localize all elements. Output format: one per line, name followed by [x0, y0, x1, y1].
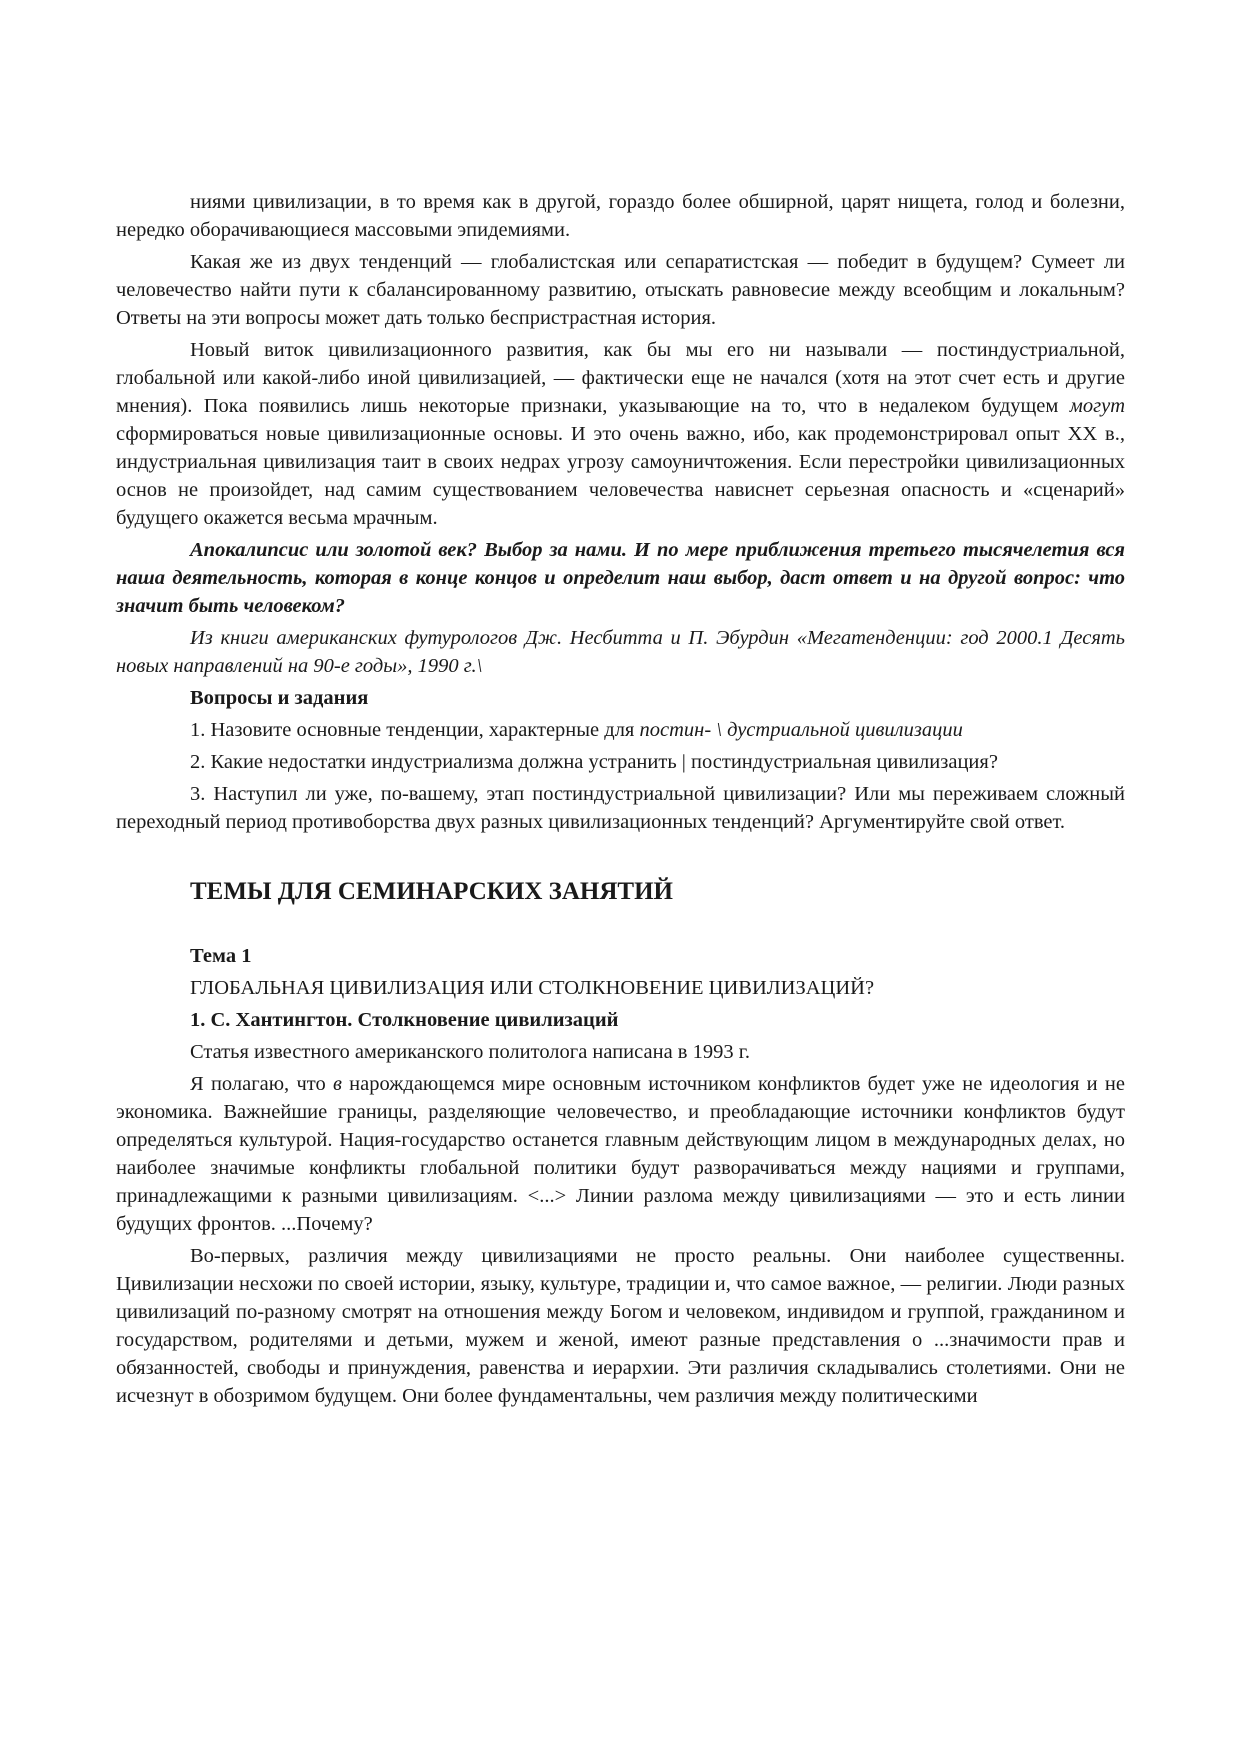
- paragraph-new-stage-text-a: Новый виток цивилизационного развития, как бы мы его ни называли — постиндустриальной, глобальной или какой-либо иной цивилизацией, — фактически еще не начался (хотя на этот счет есть и другие мнения). Пока появились лишь некоторые признаки, указывающие на то, что в недалеком будущем: [116, 339, 1125, 417]
- paragraph-intro: ниями цивилизации, в то время как в другой, гораздо более обширной, царят нищета, голод и болезни, нередко оборачивающиеся массовыми эпидемиями.: [116, 191, 1125, 241]
- article-title: 1. С. Хантингтон. Столкновение цивилизаций: [190, 1009, 619, 1031]
- paragraph-apocalypse: Апокалипсис или золотой век? Выбор за нами. И по мере приближения третьего тысячелетия вся наша деятельность, которая в конце концов и определит наш выбор, даст ответ и на другой вопрос: что значит быть человеком?: [116, 539, 1125, 617]
- question-1: [116, 716, 1125, 744]
- question-3: 3. Наступил ли уже, по-вашему, этап постиндустриальной цивилизации? Или мы переживаем сложный переходный период противоборства двух разных цивилизационных тенденций? Аргументируйте свой ответ.: [116, 783, 1125, 833]
- paragraph-huntington-1-a: Я полагаю, что: [190, 1073, 333, 1095]
- paragraph-tendencies: Какая же из двух тенденций — глобалистская или сепаратистская — победит в будущем? Сумеет ли человечество найти пути к сбалансированному развитию, отыскать равновесие между всеобщим и локальным? Ответы на эти вопросы может дать только беспристрастная история.: [116, 251, 1125, 329]
- paragraph-huntington-2: Во-первых, различия между цивилизациями не просто реальны. Они наиболее существенны. Цивилизации несхожи по своей истории, языку, культуре, традиции и, что самое важное, — религии. Люди разных цивилизаций по-разному смотрят на отношения между Богом и человеком, индивидом и группой, гражданином и государством, родителями и детьми, мужем и женой, имеют разные представления о ...значимости прав и обязанностей, свободы и принуждения, равенства и иерархии. Эти различия складывались столетиями. Они не исчезнут в обозримом будущем. Они более фундаментальны, чем различия между политическими: [116, 1245, 1125, 1407]
- source-citation: Из книги американских футурологов Дж. Несбитта и П. Эбурдин «Мегатенденции: год 2000.1 Десять новых направлений на 90-е годы», 1990 г.\: [116, 627, 1125, 677]
- questions-title: Вопросы и задания: [190, 687, 369, 709]
- paragraph-huntington-1: [116, 1070, 1125, 1238]
- topic-label: Тема 1: [190, 945, 252, 967]
- paragraph-new-stage-text-b: сформироваться новые цивилизационные основы. И это очень важно, ибо, как продемонстрировал опыт XX в., индустриальная цивилизация таит в своих недрах угрозу самоуничтожения. Если перестройки цивилизационных основ не произойдет, над самим существованием человечества нависнет серьезная опасность и «сценарий» будущего окажется весьма мрачным.: [116, 423, 1125, 529]
- question-1-text: 1. Назовите основные тенденции, характерные для: [190, 719, 640, 741]
- section-heading: ТЕМЫ ДЛЯ СЕМИНАРСКИХ ЗАНЯТИЙ: [190, 878, 673, 905]
- emphasis-v: в: [332, 1073, 342, 1095]
- question-1-emphasis: постин- \ дустриальной цивилизации: [639, 719, 963, 741]
- article-note: Статья известного американского политолога написана в 1993 г.: [190, 1041, 750, 1063]
- document-page: [116, 188, 1125, 1410]
- paragraph-huntington-1-b: нарождающемся мире основным источником конфликтов будет уже не идеология и не экономика. Важнейшие границы, разделяющие человечество, и преобладающие источники конфликтов будут определяться культурой. Нация-государство останется главным действующим лицом в международных делах, но наиболее значимые конфликты глобальной политики будут разворачиваться между нациями и группами, принадлежащими к разными цивилизациям. <...> Линии разлома между цивилизациями — это и есть линии будущих фронтов. ...Почему?: [116, 1073, 1125, 1235]
- emphasis-mogut: могут: [1069, 395, 1125, 417]
- topic-title: ГЛОБАЛЬНАЯ ЦИВИЛИЗАЦИЯ ИЛИ СТОЛКНОВЕНИЕ ЦИВИЛИЗАЦИЙ?: [190, 977, 875, 999]
- paragraph-new-stage: [116, 336, 1125, 532]
- question-2: 2. Какие недостатки индустриализма должна устранить | постиндустриальная цивилизация?: [190, 751, 998, 773]
